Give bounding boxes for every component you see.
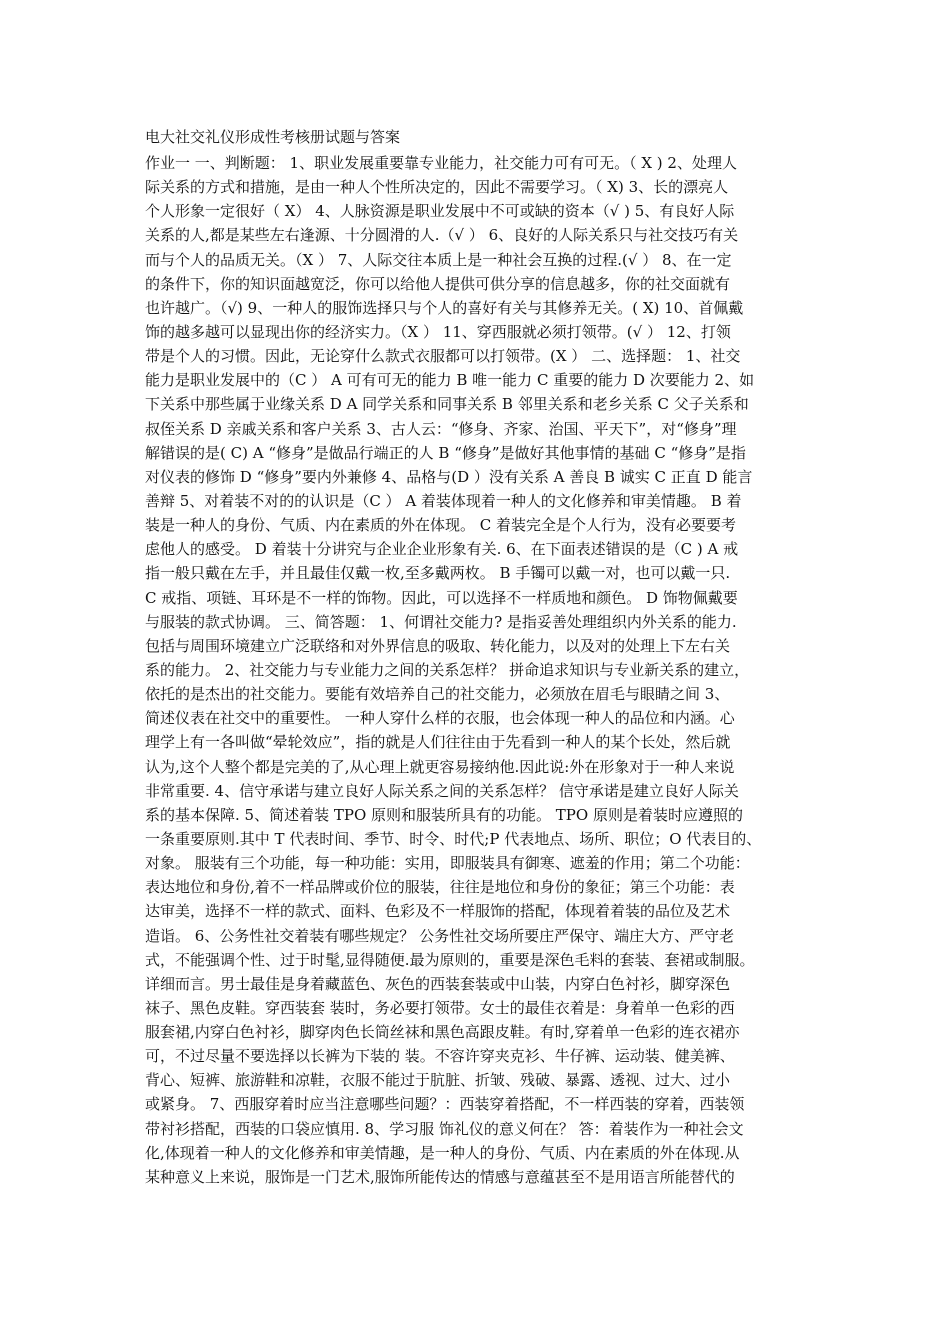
text-line: 系的能力。 2、社交能力与专业能力之间的关系怎样？ 拼命追求知识与专业新关系的建立， [145,660,750,679]
text-line: 对仪表的修饰 D “修身”要内外兼修 4、品格与(D ）没有关系 A 善良 B 诚实 C 正直 D 能言 [145,467,753,486]
text-line: 善辩 5、对着装不对的的认识是（C ） A 着装体现着一种人的文化修养和审美情趣。 B 着 [145,491,742,510]
text-line: 个人形象一定很好（ X） 4、人脉资源是职业发展中不可或缺的资本（√ ) 5、有良好人际 [145,202,735,221]
document-body [145,151,821,1189]
text-line: 对象。 服装有三个功能，每一种功能：实用，即服装具有御寒、遮羞的作用；第二个功能： [145,854,750,873]
text-line: 也许越广。（√) 9、一种人的服饰选择只与个人的喜好有关与其修养无关。( X) 10、首佩戴 [145,298,744,317]
text-line: 作业一 一、判断题： 1、职业发展重要靠专业能力，社交能力可有可无。（ X ) 2、处理人 [145,154,737,172]
text-line: 或紧身。 7、西服穿着时应当注意哪些问题？：西装穿着搭配，不一样西装的穿着，西装领 [145,1095,745,1114]
text-line: 达审美，选择不一样的款式、面料、色彩及不一样服饰的搭配，体现着着装的品位及艺术 [145,902,731,921]
text-line: 详细而言。男士最佳是身着藏蓝色、灰色的西装套装或中山装，内穿白色衬衫，脚穿深色 [145,974,731,993]
text-line: 服套裙,内穿白色衬衫，脚穿肉色长筒丝袜和黑色高跟皮鞋。有时,穿着单一色彩的连衣裙亦 [145,1023,740,1042]
text-line: 依托的是杰出的社交能力。要能有效培养自己的社交能力，必须放在眉毛与眼睛之间 3、 [145,685,730,704]
text-line: 简述仪表在社交中的重要性。 一种人穿什么样的衣服，也会体现一种人的品位和内涵。心 [145,709,735,728]
text-line: 虑他人的感受。 D 着装十分讲究与企业企业形象有关. 6、在下面表述错误的是（C ) A 戒 [145,540,739,559]
text-line: 化,体现着一种人的文化修养和审美情趣，是一种人的身份、气质、内在素质的外在体现.从 [145,1143,740,1162]
text-line: 理学上有一各叫做“晕轮效应”，指的就是人们往往由于先看到一种人的某个长处，然后就 [145,733,731,752]
text-line: 关系的人,都是某些左右逢源、十分圆滑的人.（√ ） 6、良好的人际关系只与社交技巧有关 [145,226,739,245]
text-line: 一条重要原则.其中 T 代表时间、季节、时令、时代;P 代表地点、场所、职位；O 代表目的、 [145,829,762,848]
text-line: 带衬衫搭配，西装的口袋应慎用. 8、学习服 饰礼仪的意义何在？ 答：着装作为一种社会文 [145,1119,744,1138]
text-line: 解错误的是( C) A “修身”是做品行端正的人 B “修身”是做好其他事情的基础 C “修身”是指 [145,443,746,462]
text-line: 造诣。 6、公务性社交着装有哪些规定？ 公务性社交场所要庄严保守、端庄大方、严守老 [145,926,735,945]
text-line: 背心、短裤、旅游鞋和凉鞋，衣服不能过于肮脏、折皱、残破、暴露、透视、过大、过小 [145,1071,731,1090]
text-line: 袜子、黑色皮鞋。穿西装套 装时，务必要打领带。女士的最佳衣着是：身着单一色彩的西 [145,998,735,1017]
text-line: 某种意义上来说，服饰是一门艺术,服饰所能传达的情感与意蕴甚至不是用语言所能替代的 [145,1167,735,1186]
text-line: 非常重要. 4、信守承诺与建立良好人际关系之间的关系怎样？ 信守承诺是建立良好人际关 [145,781,739,800]
text-line: C 戒指、项链、耳环是不一样的饰物。因此，可以选择不一样质地和颜色。 D 饰物佩戴要 [145,588,738,607]
text-line: 系的基本保障. 5、简述着装 TPO 原则和服装所具有的功能。 TPO 原则是着装时应遵照的 [145,805,743,824]
text-line: 可，不过尽量不要选择以长裤为下装的 装。不容许穿夹克衫、牛仔裤、运动装、健美裤、 [145,1047,735,1066]
text-line: 表达地位和身份,着不一样品牌或价位的服装，往往是地位和身份的象征；第三个功能：表 [145,878,735,897]
text-line: 饰的越多越可以显现出你的经济实力。（X ） 11、穿西服就必须打领带。(√ ） 12、打领 [145,322,731,341]
text-line: 指一般只戴在左手，并且最佳仅戴一枚,至多戴两枚。 B 手镯可以戴一对，也可以戴一只. [145,564,731,583]
document-title: 电大社交礼仪形成性考核册试题与答案 [145,128,401,146]
text-line: 与服装的款式协调。 三、简答题： 1、何谓社交能力? 是指妥善处理组织内外关系的能力. [145,612,737,631]
text-line: 的条件下，你的知识面越宽泛，你可以给他人提供可供分享的信息越多，你的社交面就有 [145,274,731,293]
text-line: 际关系的方式和措施，是由一种人个性所决定的，因此不需要学习。（ X) 3、长的漂亮人 [145,178,729,197]
text-line: 包括与周围环境建立广泛联络和对外界信息的吸取、转化能力，以及对的处理上下左右关 [145,636,731,655]
text-line: 下关系中那些属于业缘关系 D A 同学关系和同事关系 B 邻里关系和老乡关系 C 父子关系和 [145,395,749,414]
text-line: 式，不能强调个性、过于时髦,显得随便.最为原则的，重要是深色毛料的套装、套裙或制服。 [145,950,755,969]
text-line: 能力是职业发展中的（C ） A 可有可无的能力 B 唯一能力 C 重要的能力 D 次要能力 2、如 [145,371,755,390]
text-line: 而与个人的品质无关。（X ） 7、人际交往本质上是一种社会互换的过程.(√ ） 8、在一定 [145,250,732,269]
text-line: 带是个人的习惯。因此，无论穿什么款式衣服都可以打领带。(X ） 二、选择题： 1、社交 [145,347,741,366]
text-line: 叔侄关系 D 亲戚关系和客户关系 3、古人云：“修身、齐家、治国、平天下”，对“修身”理 [145,419,737,438]
text-line: 认为,这个人整个都是完美的了,从心理上就更容易接纳他.因此说:外在形象对于一种人来说 [145,757,735,776]
text-line: 装是一种人的身份、气质、内在素质的外在体现。 C 着装完全是个人行为，没有必要要考 [145,516,737,535]
